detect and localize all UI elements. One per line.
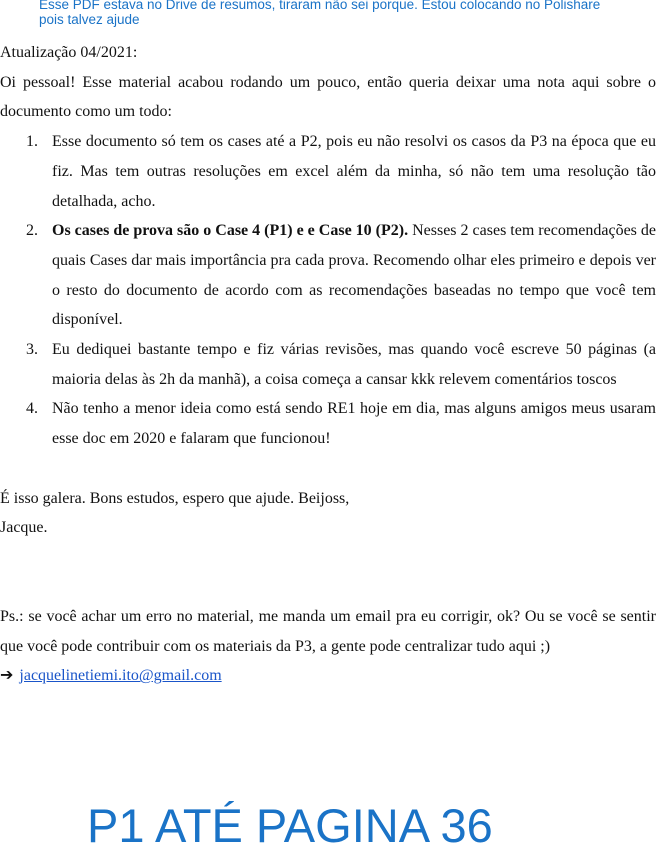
list-item-number: 1. xyxy=(26,133,38,151)
spacer xyxy=(0,543,656,602)
uploader-note xyxy=(39,0,672,27)
list-item-number: 3. xyxy=(26,341,38,359)
signature: Jacque. xyxy=(0,519,48,537)
uploader-note-line-2: pois talvez ajude xyxy=(39,12,140,27)
ps-paragraph: Ps.: se você achar um erro no material, me manda um email pra eu corrigir, ok? Ou se você se sentir que você pode contribuir com os materiais da P3, a gente pode centralizar tudo aqui ;) xyxy=(0,607,656,655)
points-list xyxy=(0,127,656,454)
page-range-title: P1 ATÉ PAGINA 36 xyxy=(87,799,493,852)
list-item-text: Esse documento só tem os cases até a P2, pois eu não resolvi os casos da P3 na época que eu fiz. Mas tem outras resoluções em excel além da minha, só não tem uma resolução tão detalhada, acho. xyxy=(52,133,656,210)
list-item xyxy=(0,127,656,216)
arrow-icon: ➔ xyxy=(0,667,14,685)
email-line xyxy=(0,661,656,691)
email-link[interactable]: jacquelinetiemi.ito@gmail.com xyxy=(19,667,222,685)
document-body xyxy=(0,38,656,691)
spacer xyxy=(0,454,656,484)
list-item-text: Eu dediquei bastante tempo e fiz várias revisões, mas quando você escreve 50 páginas (a maioria delas às 2h da manhã), a coisa começa a cansar kkk relevem comentários toscos xyxy=(52,341,656,388)
list-item-number: 4. xyxy=(26,400,38,418)
list-item xyxy=(0,216,656,335)
list-item-text: Não tenho a menor ideia como está sendo RE1 hoje em dia, mas alguns amigos meus usaram esse doc em 2020 e falaram que funcionou! xyxy=(52,400,656,448)
update-heading: Atualização 04/2021: xyxy=(0,44,138,61)
uploader-note-line-1: Esse PDF estava no Drive de resumos, tiraram não sei porque. Estou colocando no Polishare xyxy=(39,0,601,12)
closing-line: É isso galera. Bons estudos, espero que ajude. Beijoss, xyxy=(0,489,350,507)
list-item-number: 2. xyxy=(26,222,38,240)
list-item-bold-text: Os cases de prova são o Case 4 (P1) e e Case 10 (P2). xyxy=(52,222,409,240)
list-item-text: Nesses 2 cases tem recomendações de quais Cases dar mais importância pra cada prova. Recomendo olhar eles primeiro e depois ver o resto do documento de acordo com as recomendações baseadas no tempo que você tem disponível. xyxy=(52,222,656,329)
list-item xyxy=(0,394,656,453)
list-item xyxy=(0,335,656,394)
intro-paragraph: Oi pessoal! Esse material acabou rodando um pouco, então queria deixar uma nota aqui sobre o documento como um todo: xyxy=(0,73,656,121)
